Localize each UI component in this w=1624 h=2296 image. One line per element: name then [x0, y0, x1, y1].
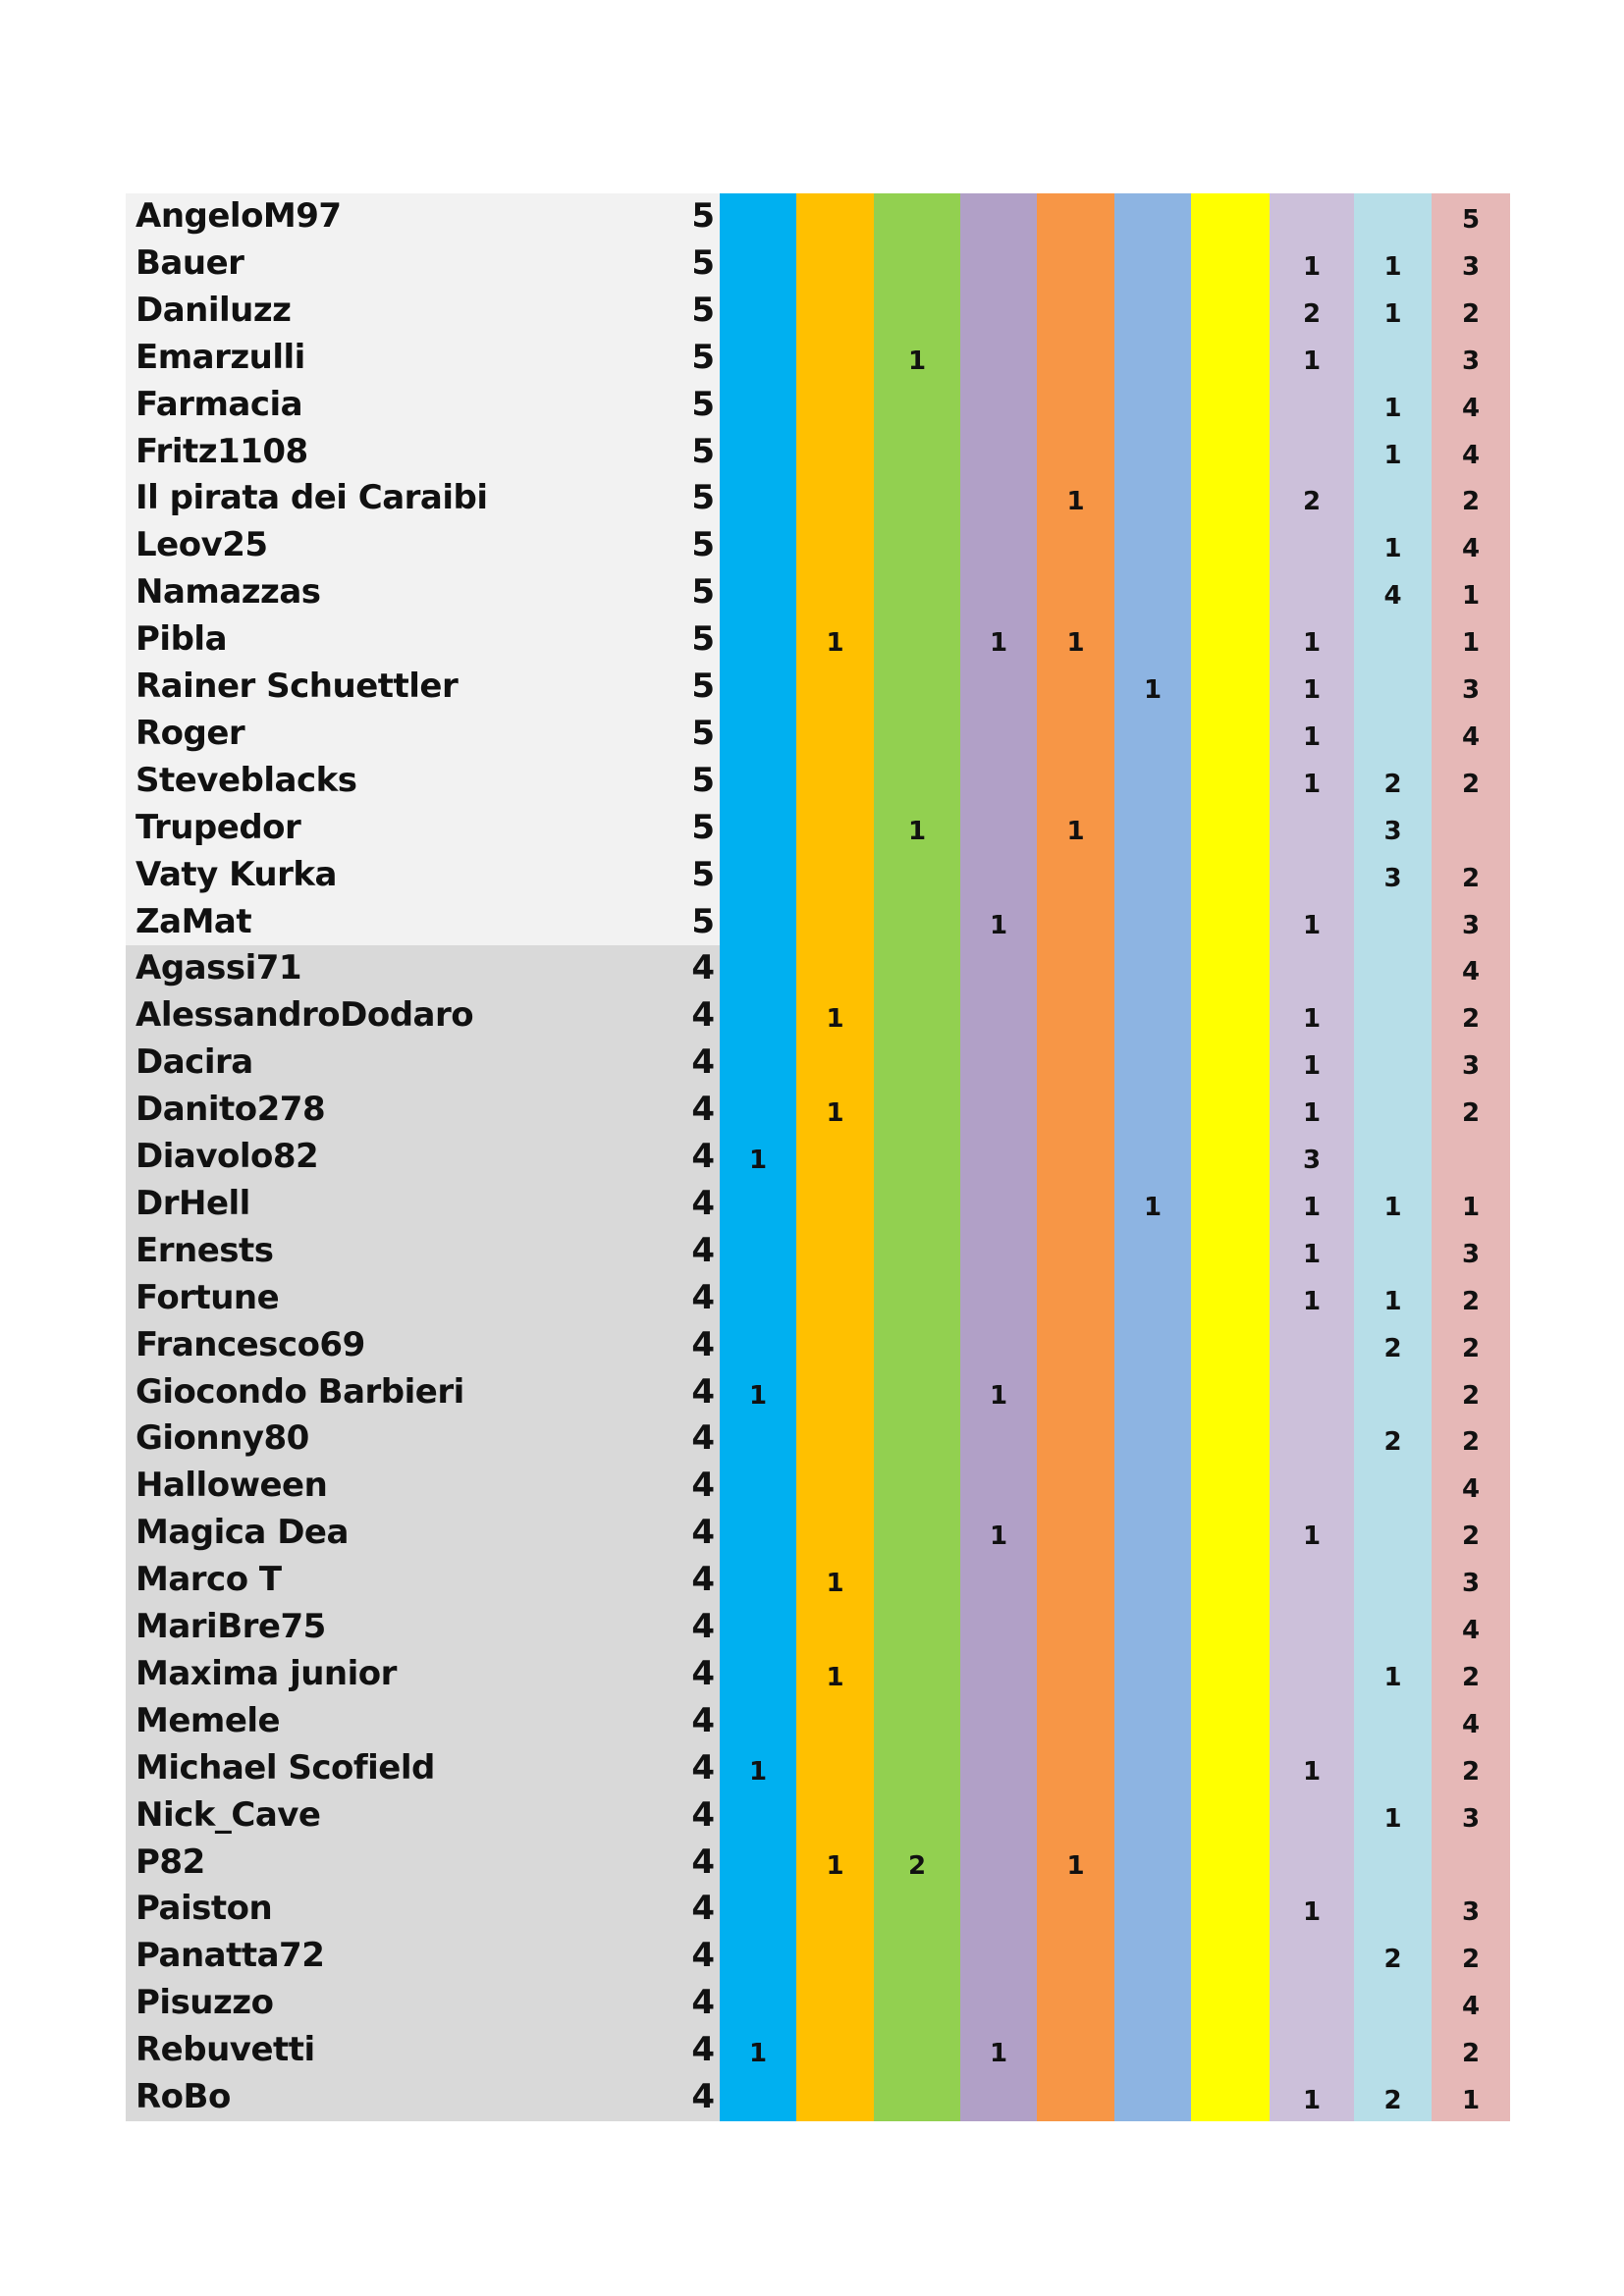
- player-score: 5: [691, 667, 715, 706]
- player-score: 4: [691, 948, 715, 988]
- count-cell: 1: [826, 1850, 844, 1881]
- player-name: Nick_Cave: [135, 1794, 321, 1835]
- table-row: [126, 1134, 1510, 1181]
- count-cell: 1: [1302, 910, 1322, 940]
- count-cell: 4: [1461, 534, 1481, 564]
- count-cell: 1: [907, 346, 927, 376]
- count-cell: 5: [1461, 205, 1481, 235]
- count-cell: 1: [1302, 1522, 1322, 1552]
- count-cell: 2: [1461, 298, 1481, 329]
- player-name: Leov25: [135, 525, 268, 565]
- table-row: [126, 1275, 1510, 1322]
- player-name: Danito278: [135, 1090, 326, 1130]
- player-name: Pisuzzo: [135, 1983, 274, 2023]
- player-score: 4: [691, 1889, 715, 1929]
- count-cell: 1: [1383, 1803, 1402, 1834]
- player-score: 4: [691, 995, 715, 1036]
- table-row: [126, 569, 1510, 616]
- player-name: Roger: [135, 713, 245, 753]
- table-row: [126, 193, 1510, 240]
- player-name: Pibla: [135, 619, 228, 660]
- player-score: 5: [691, 384, 715, 424]
- count-cell: 2: [1302, 298, 1322, 329]
- player-score: 4: [691, 1560, 715, 1600]
- player-name: Agassi71: [135, 948, 302, 988]
- player-score: 4: [691, 1842, 715, 1882]
- table-row: [126, 382, 1510, 429]
- count-cell: 1: [989, 2039, 1008, 2069]
- standings-table: [126, 193, 1510, 2119]
- player-name: ZaMat: [135, 901, 252, 941]
- player-name: Ernests: [135, 1230, 274, 1270]
- player-score: 4: [691, 1794, 715, 1835]
- count-cell: 1: [1461, 628, 1481, 659]
- player-name: AlessandroDodaro: [135, 995, 474, 1036]
- count-cell: 1: [1461, 2086, 1481, 2115]
- player-score: 4: [691, 1936, 715, 1976]
- player-name: Memele: [135, 1700, 281, 1740]
- player-score: 5: [691, 431, 715, 471]
- count-cell: 2: [1383, 769, 1402, 799]
- count-cell: 2: [1461, 863, 1481, 893]
- player-score: 5: [691, 760, 715, 800]
- player-score: 5: [691, 713, 715, 753]
- player-name: Farmacia: [135, 384, 303, 424]
- player-name: Panatta72: [135, 1936, 325, 1976]
- count-cell: 4: [1461, 393, 1481, 423]
- count-cell: 4: [1461, 440, 1481, 470]
- count-cell: 1: [1302, 675, 1322, 705]
- table-row: [126, 1698, 1510, 1745]
- table-row: [126, 1651, 1510, 1698]
- count-cell: 4: [1461, 721, 1481, 752]
- player-name: Rainer Schuettler: [135, 667, 459, 706]
- count-cell: 2: [1461, 1522, 1481, 1552]
- count-cell: 4: [1461, 957, 1481, 988]
- count-cell: 2: [1461, 487, 1481, 517]
- table-row: [126, 664, 1510, 711]
- table-row: [126, 1792, 1510, 1840]
- count-cell: 3: [1461, 1897, 1481, 1928]
- player-score: 4: [691, 1653, 715, 1693]
- player-score: 5: [691, 807, 715, 847]
- count-cell: 1: [748, 1146, 768, 1175]
- player-score: 4: [691, 1700, 715, 1740]
- count-cell: 1: [1383, 534, 1402, 564]
- count-cell: 1: [748, 1380, 768, 1411]
- player-score: 4: [691, 1418, 715, 1459]
- count-cell: 2: [1383, 2086, 1402, 2115]
- count-cell: 1: [748, 1756, 768, 1787]
- count-cell: 3: [1461, 1051, 1481, 1082]
- player-score: 5: [691, 290, 715, 330]
- count-cell: 2: [1461, 2039, 1481, 2069]
- count-cell: 1: [826, 1004, 844, 1035]
- player-name: Il pirata dei Caraibi: [135, 478, 488, 518]
- count-cell: 2: [1383, 1427, 1402, 1458]
- count-cell: 1: [1302, 721, 1322, 752]
- count-cell: 2: [1461, 1333, 1481, 1363]
- count-cell: 1: [1302, 1756, 1322, 1787]
- table-row: [126, 1322, 1510, 1369]
- table-row: [126, 1886, 1510, 1933]
- player-score: 4: [691, 1607, 715, 1646]
- count-cell: 1: [1383, 393, 1402, 423]
- count-cell: 3: [1461, 346, 1481, 376]
- count-cell: 2: [907, 1850, 927, 1881]
- count-cell: 2: [1461, 1427, 1481, 1458]
- count-cell: 2: [1461, 1756, 1481, 1787]
- table-row: [126, 335, 1510, 382]
- table-row: [126, 758, 1510, 805]
- count-cell: 1: [1302, 1098, 1322, 1129]
- player-score: 5: [691, 572, 715, 613]
- player-score: 5: [691, 337, 715, 377]
- table-row: [126, 475, 1510, 522]
- player-score: 4: [691, 2030, 715, 2070]
- count-cell: 1: [1302, 1192, 1322, 1222]
- table-row: [126, 2074, 1510, 2121]
- table-row: [126, 805, 1510, 852]
- count-cell: 1: [748, 2039, 768, 2069]
- table-row: [126, 240, 1510, 288]
- player-score: 4: [691, 1042, 715, 1083]
- player-name: Michael Scofield: [135, 1747, 435, 1788]
- player-score: 4: [691, 1230, 715, 1270]
- player-name: Paiston: [135, 1889, 273, 1929]
- count-cell: 3: [1383, 816, 1402, 846]
- player-name: Marco T: [135, 1560, 282, 1600]
- player-name: P82: [135, 1842, 205, 1882]
- count-cell: 1: [826, 1662, 844, 1692]
- table-row: [126, 1415, 1510, 1463]
- player-name: AngeloM97: [135, 196, 342, 236]
- table-row: [126, 1228, 1510, 1275]
- count-cell: 1: [1143, 675, 1163, 705]
- count-cell: 1: [1383, 251, 1402, 282]
- count-cell: 1: [1302, 346, 1322, 376]
- player-score: 5: [691, 478, 715, 518]
- count-cell: 1: [1066, 1850, 1085, 1881]
- player-score: 4: [691, 1183, 715, 1223]
- count-cell: 1: [1066, 816, 1085, 846]
- player-name: Diavolo82: [135, 1137, 319, 1176]
- table-row: [126, 852, 1510, 899]
- count-cell: 1: [1302, 1004, 1322, 1035]
- count-cell: 1: [907, 816, 927, 846]
- count-cell: 4: [1383, 581, 1402, 612]
- table-row: [126, 429, 1510, 476]
- count-cell: 1: [1383, 1192, 1402, 1222]
- table-row: [126, 899, 1510, 946]
- table-row: [126, 1557, 1510, 1604]
- count-cell: 3: [1461, 1239, 1481, 1269]
- count-cell: 1: [1302, 1051, 1322, 1082]
- table-row: [126, 1604, 1510, 1651]
- player-name: Halloween: [135, 1466, 328, 1506]
- player-score: 4: [691, 1983, 715, 2023]
- count-cell: 2: [1383, 1333, 1402, 1363]
- count-cell: 1: [826, 1569, 844, 1599]
- count-cell: 2: [1461, 1004, 1481, 1035]
- player-name: Rebuvetti: [135, 2030, 315, 2070]
- player-name: DrHell: [135, 1183, 250, 1223]
- count-cell: 3: [1461, 910, 1481, 940]
- player-name: Vaty Kurka: [135, 854, 337, 894]
- table-row: [126, 992, 1510, 1040]
- player-name: Daniluzz: [135, 290, 292, 330]
- count-cell: 2: [1461, 1380, 1481, 1411]
- count-cell: 2: [1461, 1098, 1481, 1129]
- count-cell: 4: [1461, 1616, 1481, 1645]
- count-cell: 2: [1461, 1945, 1481, 1975]
- player-score: 5: [691, 619, 715, 660]
- count-cell: 1: [1383, 1286, 1402, 1316]
- table-row: [126, 1087, 1510, 1134]
- player-score: 4: [691, 1324, 715, 1364]
- count-cell: 1: [826, 1098, 844, 1129]
- table-row: [126, 1181, 1510, 1228]
- count-cell: 3: [1461, 251, 1481, 282]
- player-score: 5: [691, 196, 715, 236]
- count-cell: 1: [1383, 1662, 1402, 1692]
- count-cell: 1: [1461, 581, 1481, 612]
- player-name: Emarzulli: [135, 337, 305, 377]
- count-cell: 1: [1302, 769, 1322, 799]
- count-cell: 1: [1302, 2086, 1322, 2115]
- table-row: [126, 1840, 1510, 1887]
- count-cell: 4: [1461, 1709, 1481, 1739]
- player-score: 4: [691, 2077, 715, 2116]
- table-row: [126, 1463, 1510, 1510]
- player-name: Giocondo Barbieri: [135, 1371, 464, 1412]
- player-name: Maxima junior: [135, 1653, 397, 1693]
- count-cell: 2: [1302, 487, 1322, 517]
- count-cell: 2: [1461, 769, 1481, 799]
- player-name: Magica Dea: [135, 1513, 349, 1553]
- table-row: [126, 1510, 1510, 1557]
- table-row: [126, 522, 1510, 569]
- player-name: RoBo: [135, 2077, 231, 2116]
- table-row: [126, 1980, 1510, 2027]
- player-score: 4: [691, 1371, 715, 1412]
- player-name: MariBre75: [135, 1607, 326, 1646]
- player-name: Namazzas: [135, 572, 321, 613]
- player-name: Trupedor: [135, 807, 301, 847]
- count-cell: 1: [1302, 1239, 1322, 1269]
- player-name: Fritz1108: [135, 431, 308, 471]
- count-cell: 2: [1461, 1286, 1481, 1316]
- count-cell: 1: [826, 628, 844, 659]
- table-row: [126, 1369, 1510, 1416]
- player-score: 4: [691, 1513, 715, 1553]
- count-cell: 1: [1302, 251, 1322, 282]
- count-cell: 1: [989, 910, 1008, 940]
- count-cell: 3: [1302, 1146, 1322, 1175]
- table-row: [126, 288, 1510, 335]
- count-cell: 2: [1461, 1662, 1481, 1692]
- count-cell: 3: [1461, 675, 1481, 705]
- player-score: 5: [691, 901, 715, 941]
- count-cell: 1: [1302, 1286, 1322, 1316]
- player-name: Francesco69: [135, 1324, 365, 1364]
- count-cell: 1: [1461, 1192, 1481, 1222]
- player-score: 5: [691, 854, 715, 894]
- player-score: 5: [691, 525, 715, 565]
- table-row: [126, 1933, 1510, 1980]
- count-cell: 3: [1383, 863, 1402, 893]
- player-name: Dacira: [135, 1042, 253, 1083]
- count-cell: 4: [1461, 1992, 1481, 2022]
- table-row: [126, 616, 1510, 664]
- player-name: Steveblacks: [135, 760, 357, 800]
- count-cell: 2: [1383, 1945, 1402, 1975]
- count-cell: 1: [1066, 487, 1085, 517]
- player-score: 4: [691, 1090, 715, 1130]
- player-name: Gionny80: [135, 1418, 309, 1459]
- player-score: 4: [691, 1466, 715, 1506]
- table-row: [126, 1745, 1510, 1792]
- player-name: Fortune: [135, 1277, 280, 1317]
- count-cell: 3: [1461, 1803, 1481, 1834]
- count-cell: 1: [989, 1380, 1008, 1411]
- table-row: [126, 1040, 1510, 1087]
- count-cell: 1: [1066, 628, 1085, 659]
- player-score: 5: [691, 242, 715, 283]
- player-name: Bauer: [135, 242, 244, 283]
- table-row: [126, 711, 1510, 758]
- count-cell: 1: [1302, 1897, 1322, 1928]
- player-score: 4: [691, 1277, 715, 1317]
- count-cell: 1: [1383, 440, 1402, 470]
- table-row: [126, 2027, 1510, 2074]
- table-row: [126, 945, 1510, 992]
- count-cell: 1: [989, 1522, 1008, 1552]
- player-score: 4: [691, 1137, 715, 1176]
- count-cell: 1: [1143, 1192, 1163, 1222]
- count-cell: 1: [1302, 628, 1322, 659]
- count-cell: 4: [1461, 1474, 1481, 1505]
- count-cell: 1: [1383, 298, 1402, 329]
- count-cell: 3: [1461, 1569, 1481, 1599]
- count-cell: 1: [989, 628, 1008, 659]
- player-score: 4: [691, 1747, 715, 1788]
